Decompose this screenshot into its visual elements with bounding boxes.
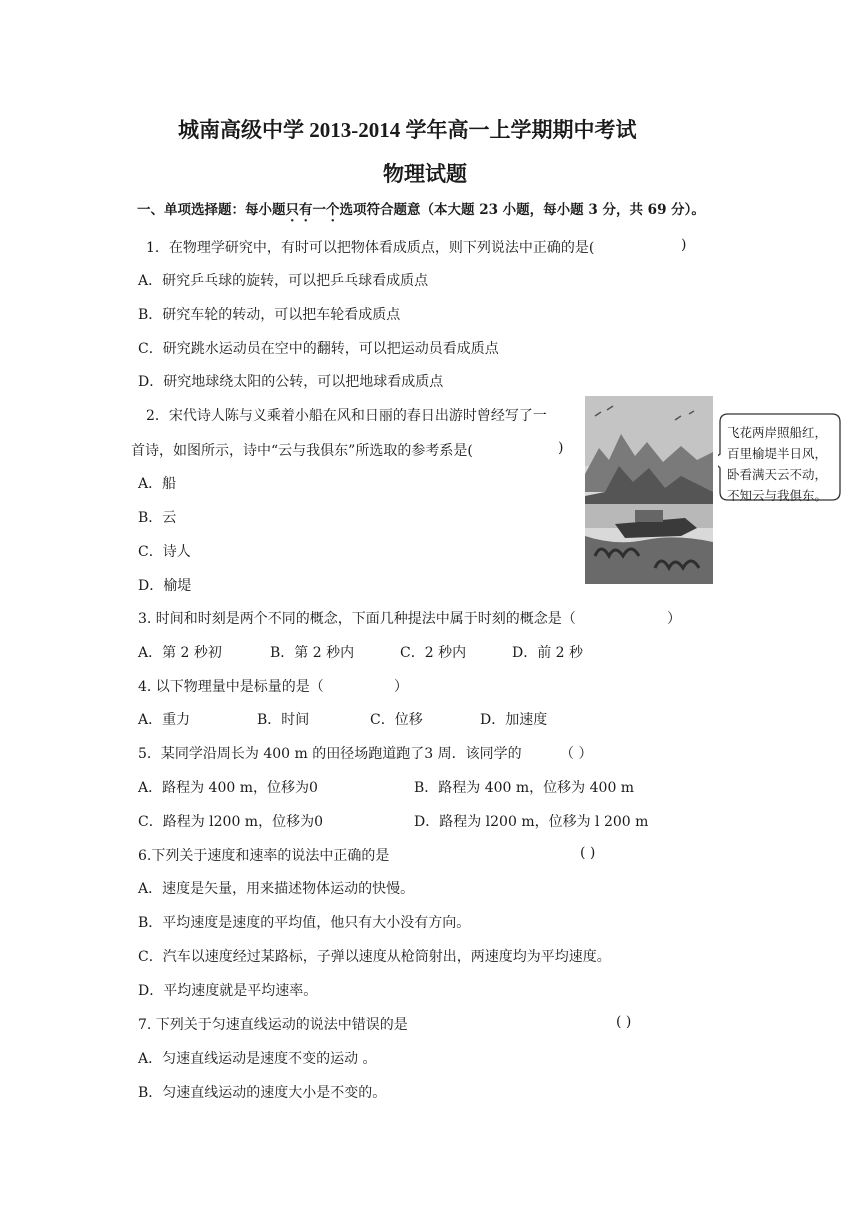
section-heading-mid: 一 <box>312 202 326 218</box>
boat-landscape-illustration <box>585 396 713 584</box>
question-3-option-c: C．2 秒内 <box>400 645 467 661</box>
question-6-answer-paren: ( ) <box>580 845 596 861</box>
question-2-option-d: D．榆堤 <box>138 578 192 594</box>
question-1-stem: 1．在物理学研究中，有时可以把物体看成质点，则下列说法中正确的是( <box>146 240 595 256</box>
section-emphasis-char-2: 有 <box>299 202 313 218</box>
section-heading <box>137 198 705 218</box>
question-2-stem-line-1: 2．宋代诗人陈与义乘着小船在风和日丽的春日出游时曾经写了一 <box>146 408 547 424</box>
question-2-option-c: C．诗人 <box>138 544 191 560</box>
poem-line: 不知云与我俱东。 <box>727 488 828 503</box>
question-3-option-a: A．第 2 秒初 <box>138 645 222 661</box>
question-3-option-d: D．前 2 秒 <box>512 645 584 661</box>
poem-text <box>727 422 827 506</box>
section-emphasis-char-3: 个 <box>326 202 340 218</box>
question-6-option-c: C．汽车以速度经过某路标，子弹以速度从枪筒射出，两速度均为平均速度。 <box>138 949 611 965</box>
question-1-option-c: C．研究跳水运动员在空中的翻转，可以把运动员看成质点 <box>138 341 499 357</box>
question-4-option-a: A．重力 <box>138 712 191 728</box>
question-5-answer-paren: （ ） <box>560 746 593 762</box>
question-3-option-b: B．第 2 秒内 <box>270 645 355 661</box>
poem-line: 百里榆堤半日风， <box>727 446 828 461</box>
question-2-stem-line-2: 首诗，如图所示，诗中“云与我俱东”所选取的参考系是( <box>131 443 473 459</box>
section-heading-pre: 一、单项选择题：每小题 <box>137 202 286 218</box>
question-7-stem: 7. 下列关于匀速直线运动的说法中错误的是 <box>138 1017 408 1033</box>
question-6-option-b: B．平均速度是速度的平均值，他只有大小没有方向。 <box>138 915 471 931</box>
page-title: 城南高级中学 2013-2014 学年高一上学期期中考试 <box>178 118 637 142</box>
question-2-paren-close: ) <box>558 440 564 456</box>
question-2-option-b: B．云 <box>138 510 177 526</box>
question-6-option-d: D．平均速度就是平均速率。 <box>138 983 318 999</box>
question-5-option-c: C．路程为 l200 m，位移为0 <box>138 814 323 830</box>
question-2-option-a: A．船 <box>138 476 177 492</box>
question-5-option-d: D．路程为 l200 m，位移为 l 200 m <box>414 814 649 830</box>
question-4-option-c: C．位移 <box>370 712 423 728</box>
poem-line: 飞花两岸照船红， <box>727 425 828 440</box>
question-3-stem: 3. 时间和时刻是两个不同的概念，下面几种提法中属于时刻的概念是（ <box>138 611 576 627</box>
question-1-paren-close: ) <box>681 237 687 253</box>
question-1-option-a: A．研究乒乓球的旋转，可以把乒乓球看成质点 <box>138 273 429 289</box>
question-7-option-a: A．匀速直线运动是速度不变的运动 。 <box>138 1051 377 1067</box>
question-1-option-b: B．研究车轮的转动，可以把车轮看成质点 <box>138 307 401 323</box>
question-7-option-b: B．匀速直线运动的速度大小是不变的。 <box>138 1085 387 1101</box>
question-6-option-a: A．速度是矢量，用来描述物体运动的快慢。 <box>138 881 415 897</box>
section-emphasis-char-1: 只 <box>285 202 299 218</box>
page-subtitle: 物理试题 <box>383 162 467 186</box>
question-4-option-b: B．时间 <box>257 712 310 728</box>
poem-line: 卧看满天云不动， <box>727 467 828 482</box>
question-3-paren-close: ） <box>667 611 681 627</box>
section-heading-post: 选项符合题意（本大题 23 小题，每小题 3 分，共 69 分）。 <box>339 202 705 218</box>
question-4-paren-close: ） <box>394 679 408 695</box>
question-6-stem: 6.下列关于速度和速率的说法中正确的是 <box>138 848 390 864</box>
question-1-option-d: D．研究地球绕太阳的公转，可以把地球看成质点 <box>138 374 444 390</box>
question-5-option-b: B．路程为 400 m，位移为 400 m <box>414 780 635 796</box>
question-5-option-a: A．路程为 400 m，位移为0 <box>138 780 318 796</box>
question-5-stem: 5．某同学沿周长为 400 m 的田径场跑道跑了3 周．该同学的 <box>138 746 522 762</box>
question-7-answer-paren: ( ) <box>616 1014 632 1030</box>
question-4-option-d: D．加速度 <box>480 712 548 728</box>
question-4-stem: 4. 以下物理量中是标量的是（ <box>138 679 324 695</box>
